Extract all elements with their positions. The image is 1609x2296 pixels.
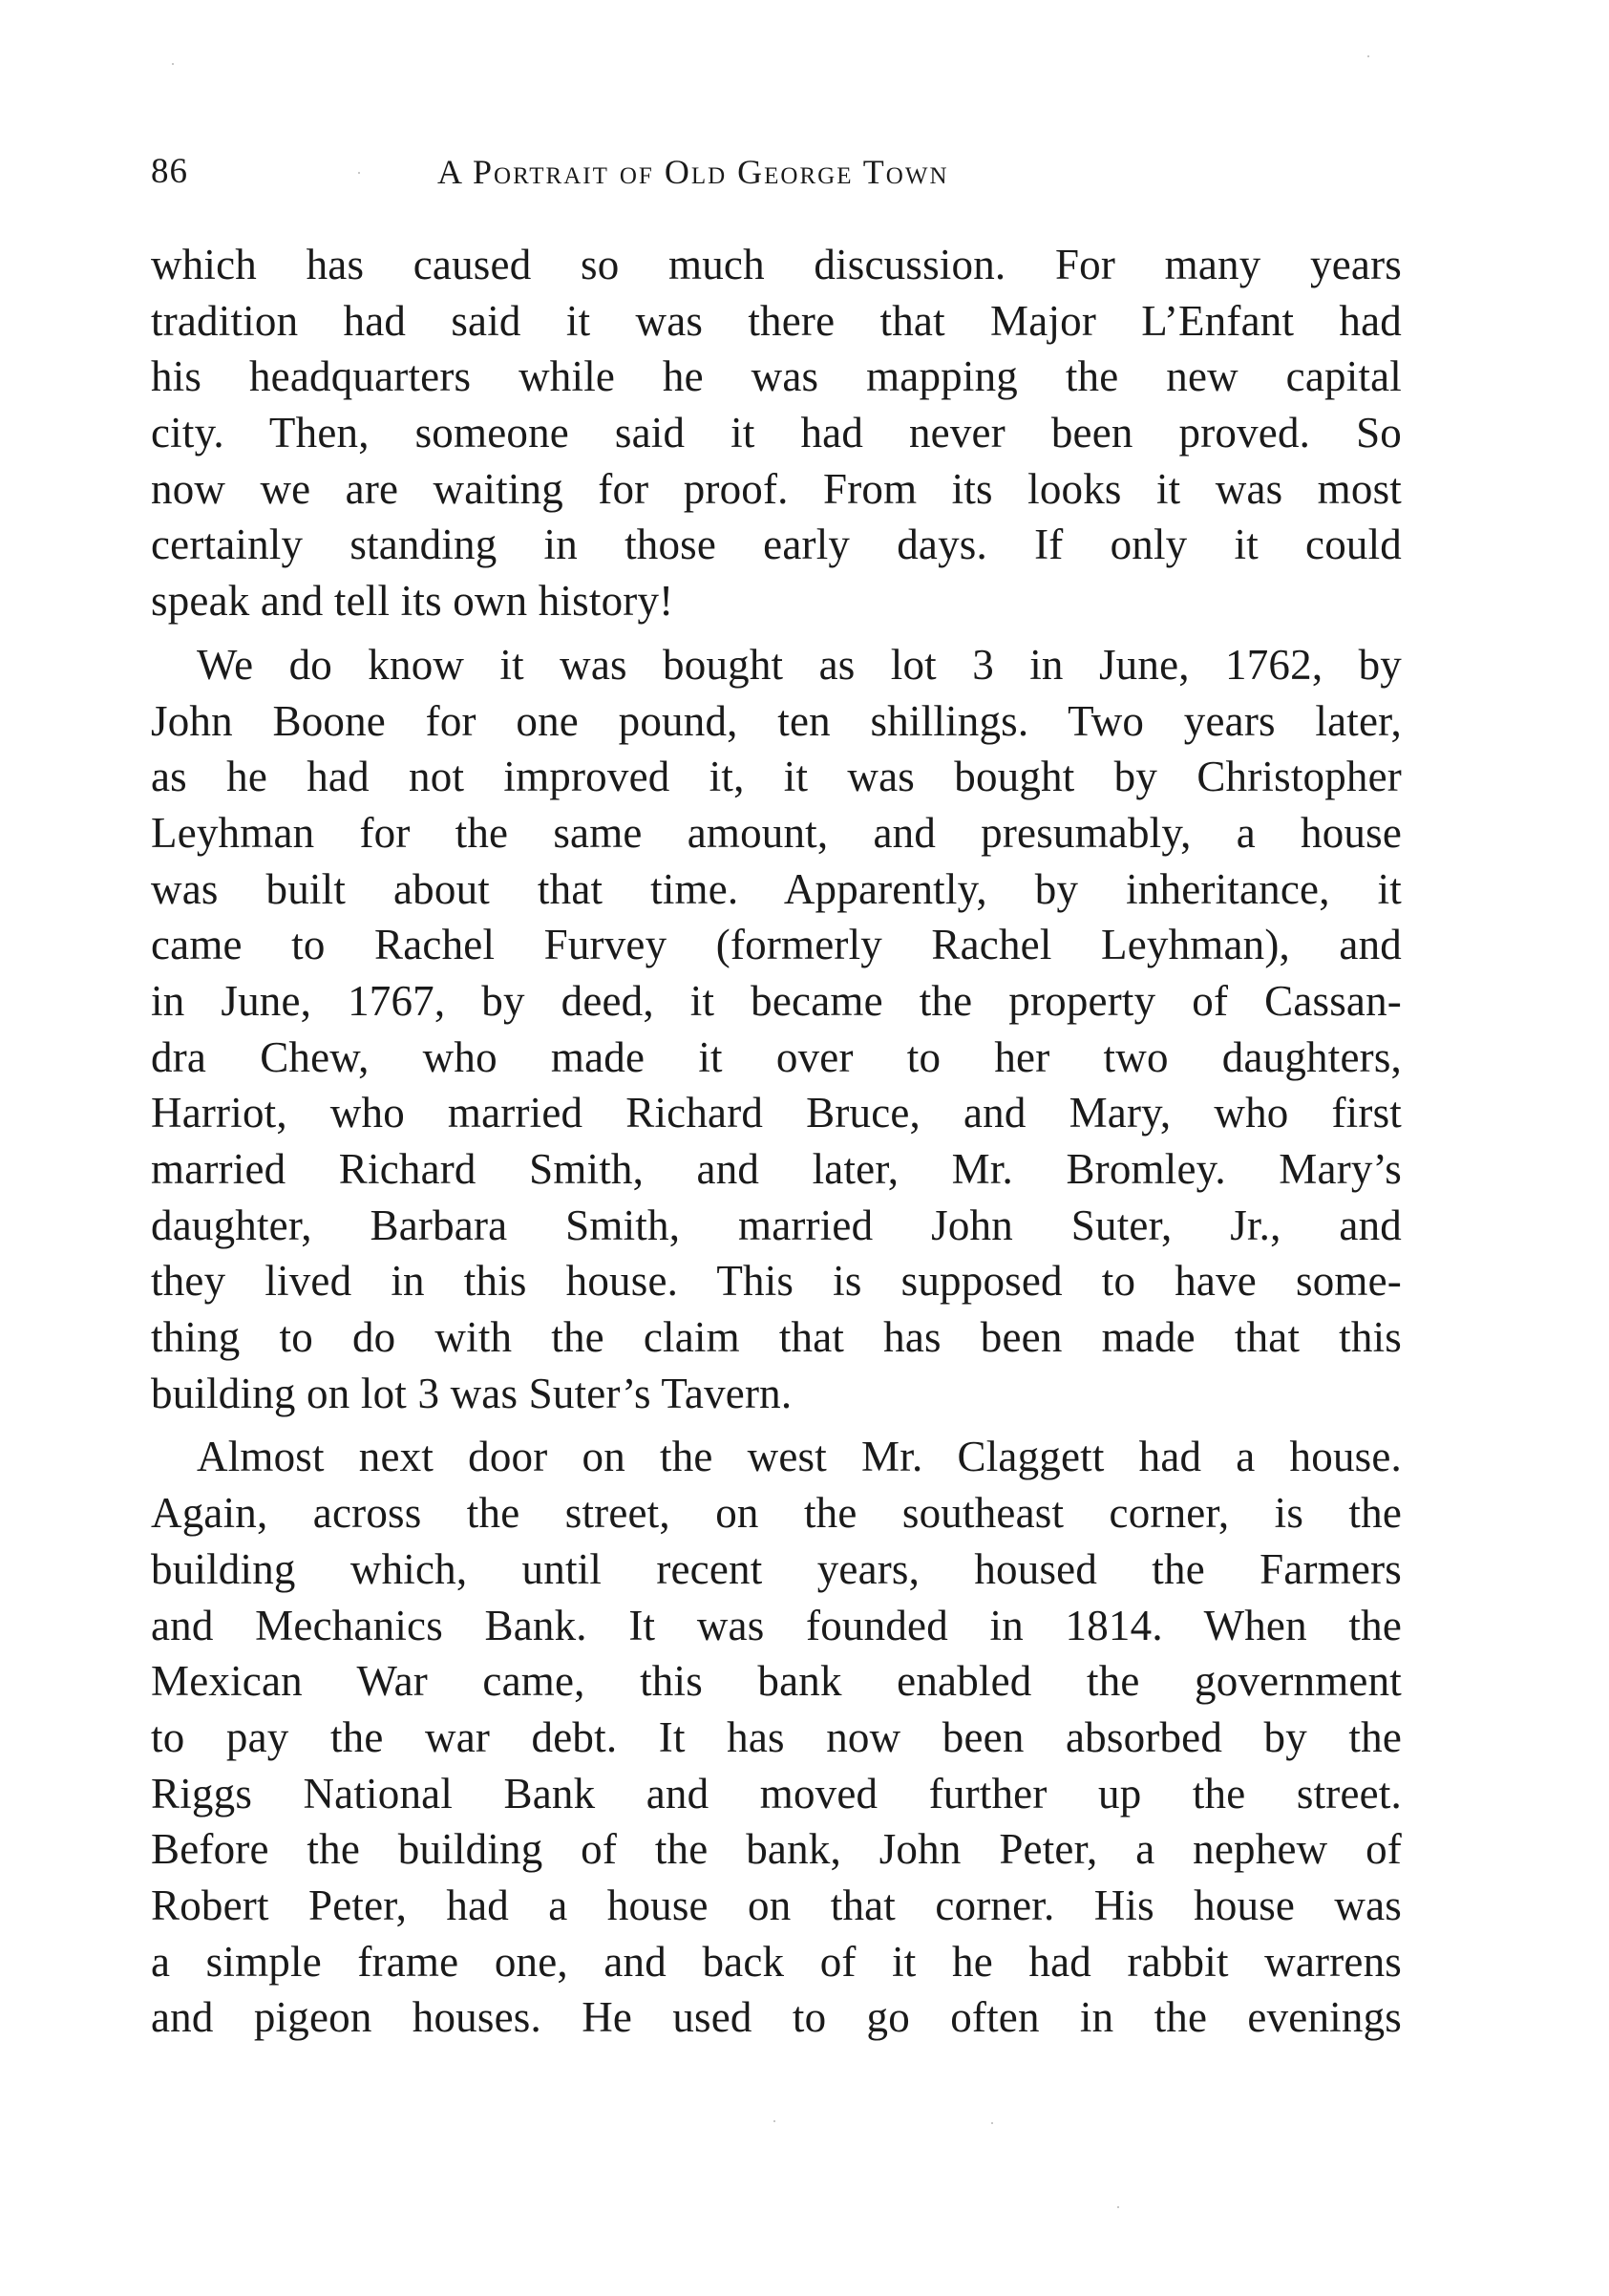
text-line: and pigeon houses. He used to go often in the evenings <box>151 1993 1402 2042</box>
text-line: came to Rachel Furvey (formerly Rachel Leyhman), and <box>151 921 1402 969</box>
scan-speck <box>358 172 360 174</box>
paragraph-gap <box>151 629 1402 637</box>
text-line: and Mechanics Bank. It was founded in 1814. When the <box>151 1601 1402 1649</box>
text-line: building on lot 3 was Suter’s Tavern. <box>151 1369 793 1417</box>
text-line: dra Chew, who made it over to her two daughters, <box>151 1032 1402 1081</box>
scan-speck <box>773 2120 775 2122</box>
text-line: Leyhman for the same amount, and presumably, a house <box>151 808 1402 857</box>
running-head <box>151 143 1402 201</box>
paragraph-2 <box>151 637 1402 1422</box>
text-line: John Boone for one pound, ten shillings. Two years later, <box>151 696 1402 745</box>
text-line: speak and tell its own history! <box>151 577 674 626</box>
text-line: Robert Peter, had a house on that corner. His house was <box>151 1881 1402 1929</box>
text-line: Harriot, who married Richard Bruce, and Mary, who first <box>151 1089 1402 1137</box>
text-line: they lived in this house. This is supposed to have some- <box>151 1257 1402 1306</box>
text-line: Riggs National Bank and moved further up the street. <box>151 1769 1402 1818</box>
text-line: thing to do with the claim that has been made that this <box>151 1313 1402 1362</box>
text-line: which has caused so much discussion. For many years <box>151 241 1402 288</box>
text-line: We do know it was bought as lot 3 in June, 1762, by <box>197 640 1402 689</box>
text-line: married Richard Smith, and later, Mr. Bromley. Mary’s <box>151 1145 1402 1193</box>
text-line: Before the building of the bank, John Peter, a nephew of <box>151 1825 1402 1874</box>
text-line: his headquarters while he was mapping the new capital <box>151 352 1402 401</box>
scan-speck <box>1117 2206 1119 2208</box>
running-title: A Portrait of Old George Town <box>437 153 949 191</box>
text-line: Mexican War came, this bank enabled the government <box>151 1657 1402 1706</box>
text-line: tradition had said it was there that Major L’Enfant had <box>151 296 1402 345</box>
text-line: to pay the war debt. It has now been absorbed by the <box>151 1712 1402 1761</box>
paragraph-3 <box>151 1429 1402 2046</box>
text-line: city. Then, someone said it had never been proved. So <box>151 409 1402 457</box>
text-line: now we are waiting for proof. From its looks it was most <box>151 464 1402 513</box>
body-text <box>151 237 1402 2046</box>
page-number: 86 <box>151 152 188 191</box>
text-line: building which, until recent years, housed the Farmers <box>151 1544 1402 1593</box>
paragraph-1 <box>151 237 1402 629</box>
text-line: daughter, Barbara Smith, married John Suter, Jr., and <box>151 1201 1402 1249</box>
scan-speck <box>991 2122 993 2124</box>
text-line: a simple frame one, and back of it he had rabbit warrens <box>151 1937 1402 1986</box>
text-line: in June, 1767, by deed, it became the property of Cassan- <box>151 976 1402 1025</box>
text-line: Again, across the street, on the southeast corner, is the <box>151 1489 1402 1538</box>
text-line: as he had not improved it, it was bought by Christopher <box>151 753 1402 801</box>
text-line: Almost next door on the west Mr. Claggett had a house. <box>197 1433 1402 1481</box>
text-line: was built about that time. Apparently, by inheritance, it <box>151 864 1402 913</box>
paragraph-gap <box>151 1421 1402 1429</box>
text-line: certainly standing in those early days. If only it could <box>151 521 1402 569</box>
scan-speck <box>1367 55 1369 57</box>
scan-speck <box>172 63 174 65</box>
